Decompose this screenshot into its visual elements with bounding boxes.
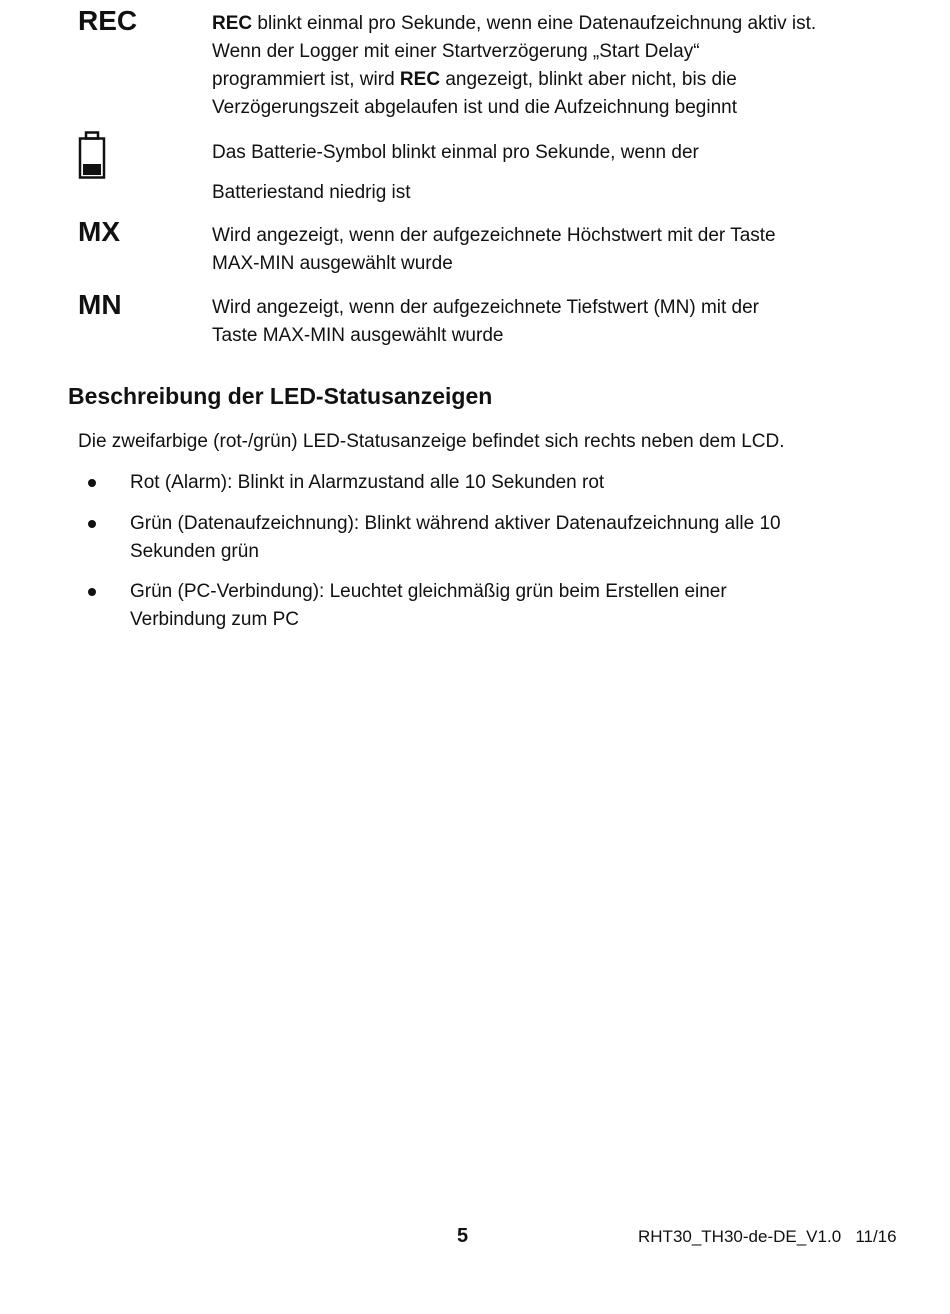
bullet-line: Grün (Datenaufzeichnung): Blinkt während aktiver Datenaufzeichnung alle 10 <box>130 513 781 534</box>
rec-desc-line-2: Wenn der Logger mit einer Startverzögerung „Start Delay“ <box>212 41 700 62</box>
mx-desc-line-1: Wird angezeigt, wenn der aufgezeichnete Höchstwert mit der Taste <box>212 225 776 246</box>
mn-desc-line-1: Wird angezeigt, wenn der aufgezeichnete Tiefstwert (MN) mit der <box>212 297 760 318</box>
mn-description <box>212 294 902 350</box>
page-number: 5 <box>457 1225 469 1247</box>
battery-desc-line-1: Das Batterie-Symbol blinkt einmal pro Sekunde, wenn der <box>212 142 699 163</box>
battery-desc-line-2: Batteriestand niedrig ist <box>212 182 411 203</box>
mx-description <box>212 222 902 278</box>
rec-desc-line-4: Verzögerungszeit abgelaufen ist und die Aufzeichnung beginnt <box>212 97 738 118</box>
bullet-icon <box>88 479 96 487</box>
rec-desc-line-3: programmiert ist, wird REC angezeigt, blinkt aber nicht, bis die <box>212 69 737 90</box>
bullet-line: Grün (PC-Verbindung): Leuchtet gleichmäßig grün beim Erstellen einer <box>130 581 727 602</box>
rec-description <box>212 10 902 122</box>
rec-desc-line-1: REC blinkt einmal pro Sekunde, wenn eine Datenaufzeichnung aktiv ist. <box>212 13 817 34</box>
led-intro-paragraph: Die zweifarbige (rot-/grün) LED-Statusanzeige befindet sich rechts neben dem LCD. <box>78 431 785 452</box>
mx-symbol: MX <box>78 216 120 247</box>
bullet-line: Rot (Alarm): Blinkt in Alarmzustand alle 10 Sekunden rot <box>130 472 605 493</box>
mx-desc-line-2: MAX-MIN ausgewählt wurde <box>212 253 453 274</box>
document-id: RHT30_TH30-de-DE_V1.0 11/16 <box>638 1227 897 1246</box>
bullet-icon <box>88 520 96 528</box>
rec-symbol: REC <box>78 5 138 36</box>
battery-low-icon <box>78 131 106 179</box>
bullet-line: Verbindung zum PC <box>130 609 299 630</box>
mn-desc-line-2: Taste MAX-MIN ausgewählt wurde <box>212 325 504 346</box>
bullet-icon <box>88 588 96 596</box>
led-section-heading: Beschreibung der LED-Statusanzeigen <box>68 383 493 409</box>
battery-description <box>212 139 902 207</box>
bullet-line: Sekunden grün <box>130 541 259 562</box>
mn-symbol: MN <box>78 289 122 320</box>
